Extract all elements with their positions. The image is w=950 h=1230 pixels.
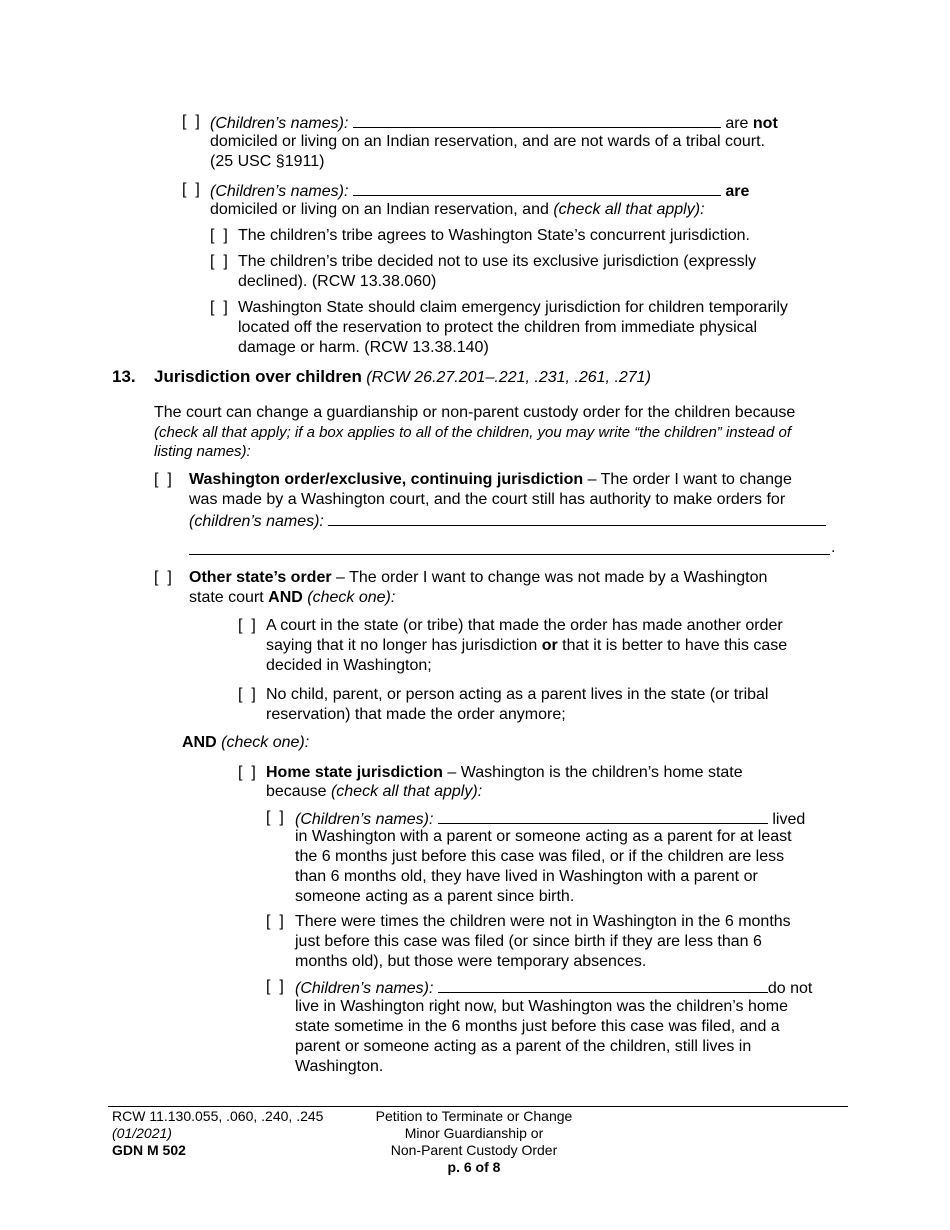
intro-line2: (check all that apply; if a box applies to all of the children, you may write “the children” instead of <box>154 424 791 441</box>
usc-cite: (25 USC §1911) <box>210 153 325 170</box>
emergency-line1: Washington State should claim emergency jurisdiction for children temporarily <box>238 299 788 316</box>
names-label: (Children’s names): <box>210 183 349 200</box>
names-label: (children’s names): <box>189 513 324 530</box>
names-input-line[interactable] <box>353 180 721 196</box>
emergency-line3: damage or harm. (RCW 13.38.140) <box>238 339 489 356</box>
names-label: (Children’s names): <box>210 115 349 132</box>
intro-line3: listing names): <box>154 443 251 460</box>
checkbox[interactable]: [ ] <box>210 227 228 244</box>
footer-title-line1: Petition to Terminate or Change <box>375 1108 573 1124</box>
tribe-agrees-text: The children’s tribe agrees to Washington State’s concurrent jurisdiction. <box>238 227 750 244</box>
names-input-line-2[interactable] <box>189 554 830 555</box>
domiciled-rest: domiciled or living on an Indian reservation, and <box>210 201 549 218</box>
washington-order-line2: was made by a Washington court, and the court still has authority to make orders for <box>189 491 786 508</box>
names-input-line[interactable] <box>438 808 768 824</box>
lived-line4: than 6 months old, they have lived in Washington with a parent or <box>295 868 758 885</box>
are-text: are <box>725 183 750 200</box>
checkbox[interactable]: [ ] <box>266 978 284 995</box>
names-input-line[interactable] <box>353 112 721 128</box>
lived-line2: in Washington with a parent or someone acting as a parent for at least <box>295 828 792 845</box>
do-not-line3: state sometime in the 6 months just before this case was filed, and a <box>295 1018 780 1035</box>
checkbox[interactable]: [ ] <box>182 181 200 198</box>
footer-title-line2: Minor Guardianship or <box>404 1125 544 1141</box>
footer-divider <box>108 1106 848 1107</box>
and-text: AND <box>182 734 217 751</box>
washington-order-line1: – The order I want to change <box>587 471 792 488</box>
footer-title-line3: Non-Parent Custody Order <box>390 1142 558 1158</box>
names-label: (Children’s names): <box>295 980 434 997</box>
check-one-label: (check one): <box>221 734 310 751</box>
no-one-lives-line2: reservation) that made the order anymore; <box>266 706 566 723</box>
no-jurisdiction-line1: A court in the state (or tribe) that made the order has made another order <box>266 617 783 634</box>
checkbox[interactable]: [ ] <box>238 617 256 634</box>
checkbox[interactable]: [ ] <box>154 471 172 488</box>
checkbox[interactable]: [ ] <box>238 686 256 703</box>
checkbox[interactable]: [ ] <box>154 569 172 586</box>
checkbox[interactable]: [ ] <box>210 253 228 270</box>
footer-page-number: p. 6 of 8 <box>447 1159 501 1175</box>
checkbox[interactable]: [ ] <box>238 764 256 781</box>
footer-form-id: GDN M 502 <box>112 1142 186 1158</box>
tribe-declined-line1: The children’s tribe decided not to use its exclusive jurisdiction (expressly <box>238 253 757 270</box>
no-jurisdiction-line3: decided in Washington; <box>266 657 432 674</box>
and-text: AND <box>268 589 303 606</box>
other-state-line1: – The order I want to change was not made by a Washington <box>336 569 768 586</box>
absences-line2: just before this case was filed (or since birth if they are less than 6 <box>295 933 762 950</box>
washington-order-title: Washington order/exclusive, continuing jurisdiction <box>189 471 584 488</box>
line-period: . <box>831 539 836 556</box>
section-number: 13. <box>112 367 136 386</box>
section-title: Jurisdiction over children <box>154 367 362 386</box>
checkbox[interactable]: [ ] <box>266 913 284 930</box>
checkbox[interactable]: [ ] <box>266 809 284 826</box>
other-state-line2: state court <box>189 589 264 606</box>
no-jurisdiction-line2a: saying that it no longer has jurisdiction <box>266 637 538 654</box>
no-one-lives-line1: No child, parent, or person acting as a parent lives in the state (or tribal <box>266 686 769 703</box>
do-not-line4: parent or someone acting as a parent of the children, still lives in <box>295 1038 752 1055</box>
emergency-line2: located off the reservation to protect the children from immediate physical <box>238 319 758 336</box>
absences-line3: months old), but those were temporary absences. <box>295 953 647 970</box>
lived-line3: the 6 months just before this case was filed, or if the children are less <box>295 848 785 865</box>
checkbox[interactable]: [ ] <box>182 113 200 130</box>
check-all-label: (check all that apply): <box>553 201 705 218</box>
section-cite: (RCW 26.27.201–.221, .231, .261, .271) <box>366 369 651 386</box>
tribe-declined-line2: declined). (RCW 13.38.060) <box>238 273 437 290</box>
home-state-title: Home state jurisdiction <box>266 764 443 781</box>
and-check-one <box>182 733 309 753</box>
check-one-label: (check one): <box>307 589 396 606</box>
do-not-line5: Washington. <box>295 1058 384 1075</box>
lived-line5: someone acting as a parent since birth. <box>295 888 575 905</box>
home-state-line1: – Washington is the children’s home state <box>447 764 743 781</box>
no-jurisdiction-line2b: that it is better to have this case <box>562 637 788 654</box>
names-input-line[interactable] <box>328 510 826 526</box>
intro-line1: The court can change a guardianship or non-parent custody order for the children because <box>154 404 796 421</box>
footer-rcw: RCW 11.130.055, .060, .240, .245 <box>112 1108 324 1124</box>
home-state-because: because <box>266 783 327 800</box>
names-input-line[interactable] <box>438 977 768 993</box>
not-text: not <box>752 115 778 132</box>
or-text: or <box>541 637 558 654</box>
checkbox[interactable]: [ ] <box>210 299 228 316</box>
lived-text: lived <box>772 811 806 828</box>
other-state-title: Other state’s order <box>189 569 332 586</box>
names-label: (Children’s names): <box>295 811 434 828</box>
do-not-line2: live in Washington right now, but Washington was the children’s home <box>295 998 789 1015</box>
absences-line1: There were times the children were not in Washington in the 6 months <box>295 913 791 930</box>
are-text: are <box>725 115 749 132</box>
do-not-text: do not <box>767 980 813 997</box>
check-all-label: (check all that apply): <box>330 783 483 800</box>
not-domiciled-rest: domiciled or living on an Indian reservation, and are not wards of a tribal court. <box>210 133 765 150</box>
footer-date: (01/2021) <box>112 1125 172 1141</box>
